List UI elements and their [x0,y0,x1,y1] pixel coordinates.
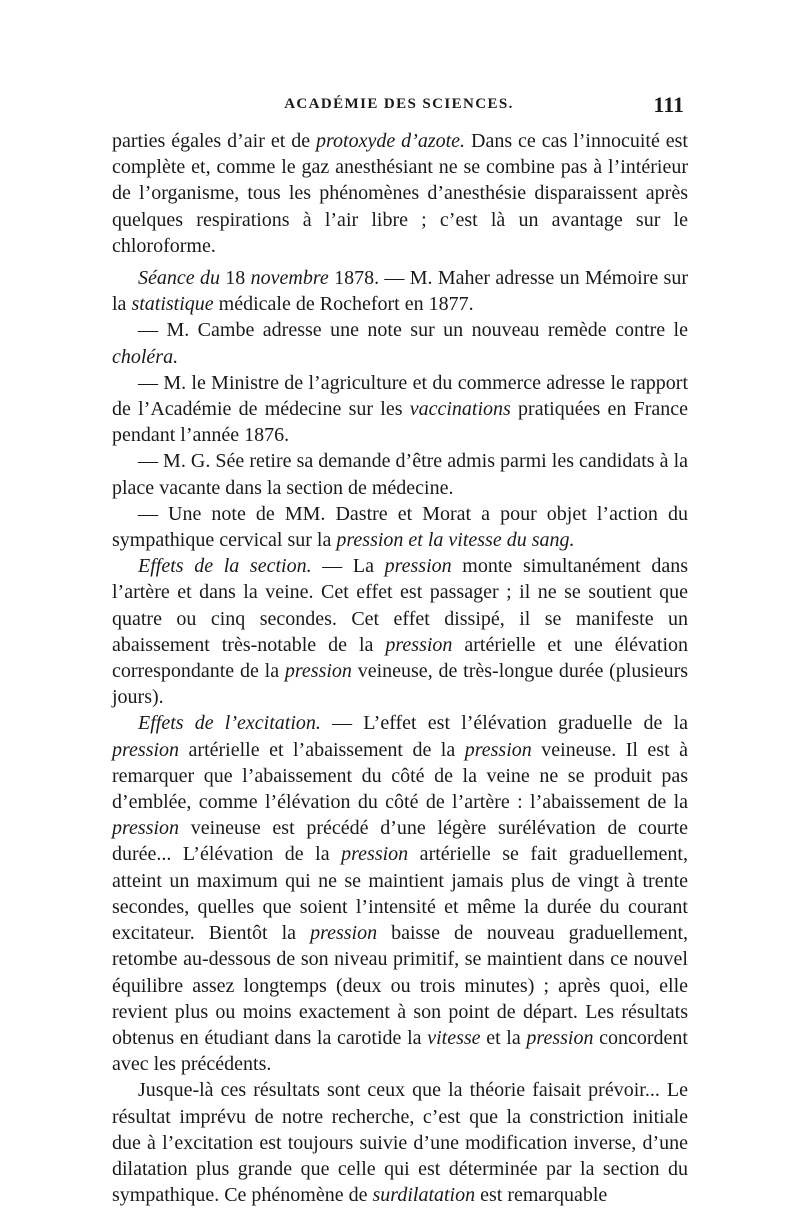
running-title: ACADÉMIE DES SCIENCES. [284,96,514,112]
paragraph-cambe: — M. Cambe adresse une note sur un nouveau remède contre le choléra. [112,319,688,368]
page-header [114,92,684,124]
paragraph-ministre: — M. le Ministre de l’agriculture et du commerce adresse le rapport de l’Académie de médecine sur les vaccinations pratiquées en France pendant l’année 1876. [112,371,688,447]
paragraph-effets-section: Effets de la section. — La pression monte simultanément dans l’artère et dans la veine. Cet effet est passager ; il ne se soutient que quatre ou cinq secondes. Cet effet dissipé, il se manifeste un abaissement très-notable de la pression artérielle et une élévation correspondante de la pression veineuse, de très-longue durée (plusieurs jours). [112,555,689,709]
paragraph-dastre-morat: — Une note de MM. Dastre et Morat a pour objet l’action du sympathique cervical sur la pression et la vitesse du sang. [112,502,688,552]
paragraph-see: — M. G. Sée retire sa demande d’être admis parmi les candidats à la place vacante dans la section de médecine. [112,450,688,499]
paragraph-effets-excitation: Effets de l’excitation. — L’effet est l’élévation graduelle de la pression artérielle et l’abaissement de la pression veineuse. Il est à remarquer que l’abaissement du côté de la veine ne se produit pas d’emblée, comme l’élévation du côté de l’artère : l’abaissement de la pression veineuse est précédé d’une légère surélévation de courte durée... L’élévation de la pression artérielle se fait graduellement, atteint un maximum qui ne se maintient jamais plus de vingt à trente secondes, quelles que soient l’intensité et même la durée du courant excitateur. Bientôt la pression baisse de nouveau graduellement, retombe au-dessous de son niveau primitif, se maintient dans ce nouvel équilibre assez longtemps (deux ou trois minutes) ; après quoi, elle revient plus ou moins exactement à son point de départ. Les résultats obtenus en étudiant dans la carotide la vitesse et la pression concordent avec les précédents. [112,712,689,1076]
paragraph-surdilatation: Jusque-là ces résultats sont ceux que la théorie faisait prévoir... Le résultat imprévu de notre recherche, c’est que la constriction initiale due à l’excitation est toujours suivie d’une modification inverse, d’une dilatation plus grande que celle qui est déterminée par la section du sympathique. Ce phénomène de surdilatation est remarquable [112,1079,688,1207]
page-number: 111 [653,92,684,117]
body-text [112,128,688,1208]
paragraph-seance: Séance du 18 novembre 1878. — M. Maher adresse un Mémoire sur la statistique médicale de Rochefort en 1877. [112,267,689,316]
paragraph-anesthesia: parties égales d’air et de protoxyde d’azote. Dans ce cas l’innocuité est complète et, comme le gaz anesthésiant ne se combine pas à l’intérieur de l’organisme, tous les phénomènes d’anesthésie disparaissent après quelques respirations à l’air libre ; c’est là un avantage sur le chloroforme. [112,130,688,257]
